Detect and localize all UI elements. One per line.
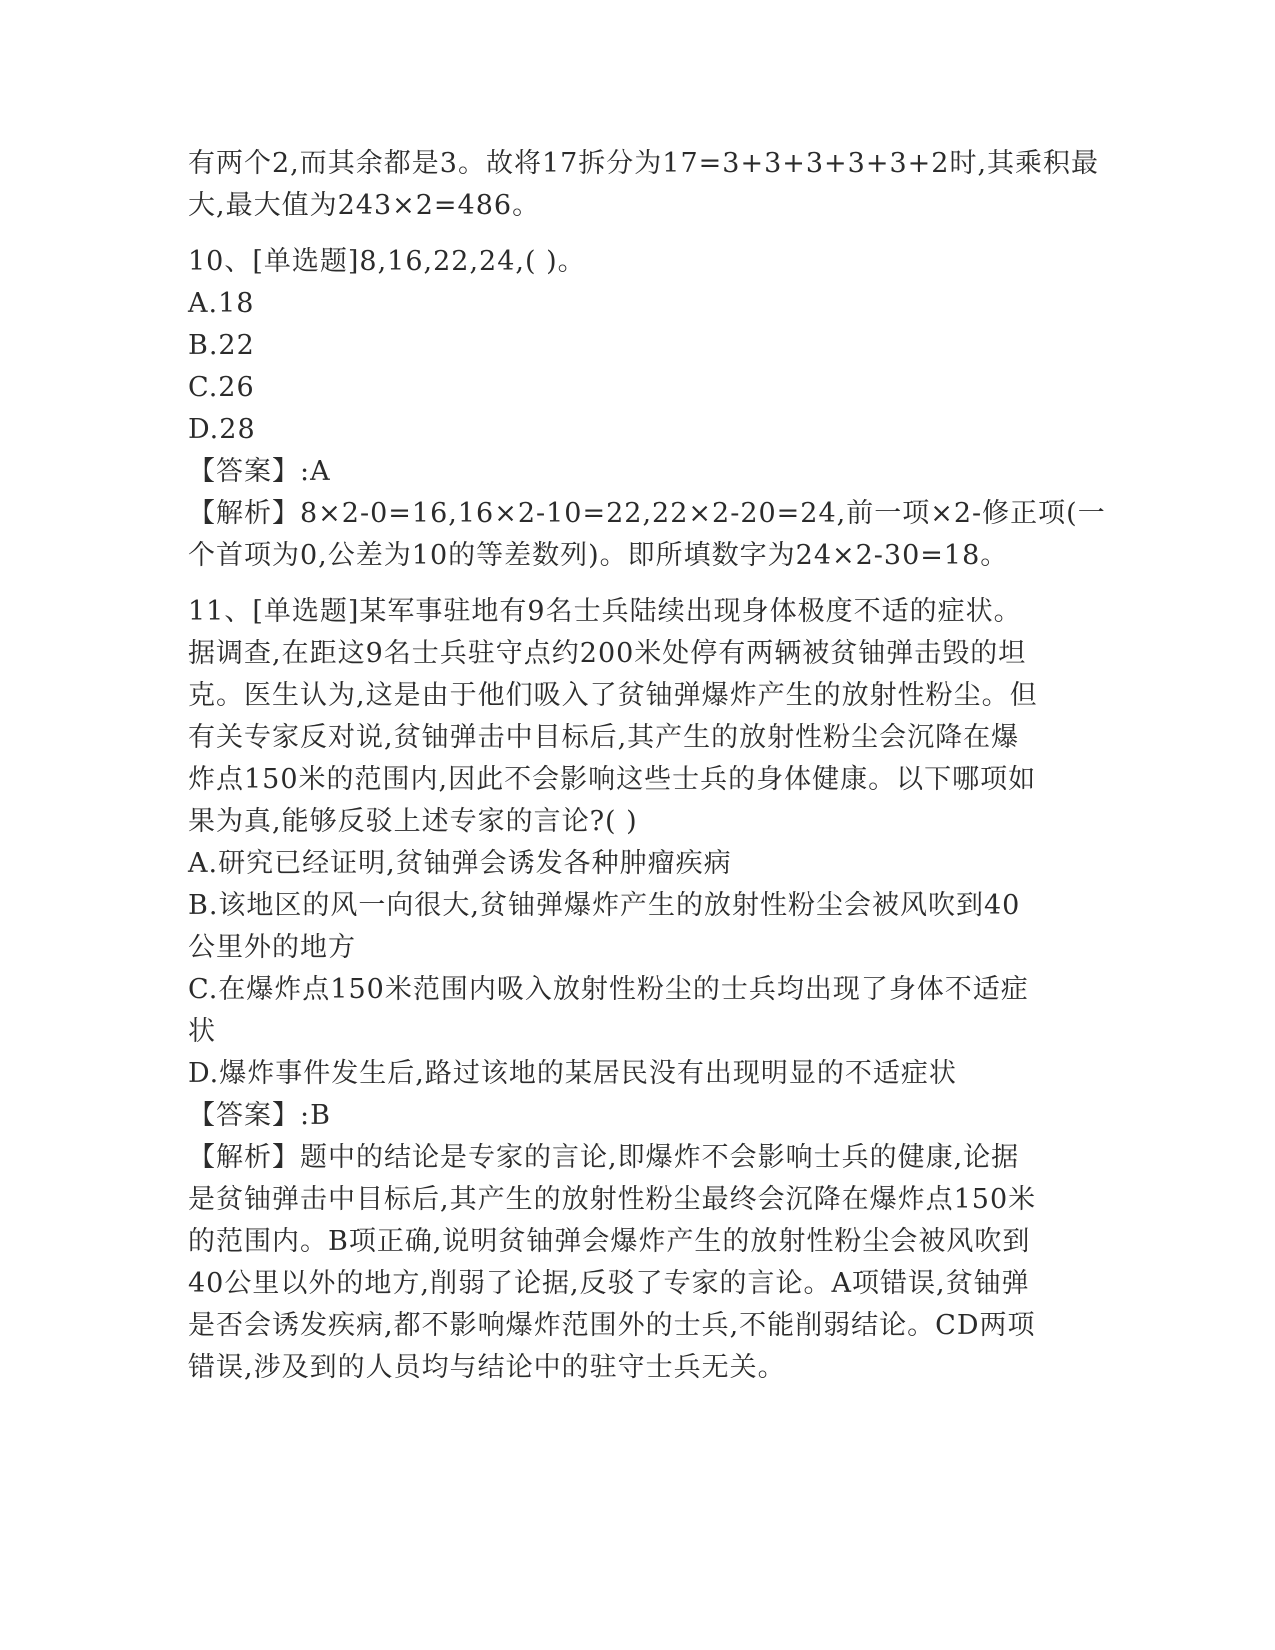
q10-option-d: D.28 bbox=[188, 414, 256, 445]
prev-explanation-line: 有两个2,而其余都是3。故将17拆分为17=3+3+3+3+3+2时,其乘积最 bbox=[188, 148, 1100, 179]
q10-analysis-label: 【解析】 bbox=[188, 498, 300, 529]
spacer bbox=[188, 227, 1088, 241]
q10-option-b: B.22 bbox=[188, 330, 255, 361]
q11-stem-line: 果为真,能够反驳上述专家的言论?( ) bbox=[188, 806, 638, 837]
q11-analysis-line: 是贫铀弹击中目标后,其产生的放射性粉尘最终会沉降在爆炸点150米 bbox=[188, 1184, 1037, 1215]
q11-stem-line: 炸点150米的范围内,因此不会影响这些士兵的身体健康。以下哪项如 bbox=[188, 764, 1037, 795]
q10-answer-label: 【答案】 bbox=[188, 456, 300, 487]
q11-option-c-cont: 状 bbox=[188, 1016, 216, 1047]
q11-answer bbox=[188, 1095, 1088, 1137]
q10-answer bbox=[188, 451, 1088, 493]
q10-answer-value: :A bbox=[300, 456, 331, 487]
q11-analysis-line: 的范围内。B项正确,说明贫铀弹会爆炸产生的放射性粉尘会被风吹到 bbox=[188, 1226, 1031, 1257]
q11-stem-line: 11、[单选题]某军事驻地有9名士兵陆续出现身体极度不适的症状。 bbox=[188, 596, 1022, 627]
q10-analysis-text: 8×2-0=16,16×2-10=22,22×2-20=24,前一项×2-修正项(一 bbox=[300, 498, 1106, 529]
q11-stem-line: 克。医生认为,这是由于他们吸入了贫铀弹爆炸产生的放射性粉尘。但 bbox=[188, 680, 1038, 711]
q10-analysis-line: 个首项为0,公差为10的等差数列)。即所填数字为24×2-30=18。 bbox=[188, 540, 1009, 571]
q11-stem-line: 据调查,在距这9名士兵驻守点约200米处停有两辆被贫铀弹击毁的坦 bbox=[188, 638, 1027, 669]
q11-stem-line: 有关专家反对说,贫铀弹击中目标后,其产生的放射性粉尘会沉降在爆 bbox=[188, 722, 1020, 753]
q11-option-b: B.该地区的风一向很大,贫铀弹爆炸产生的放射性粉尘会被风吹到40 bbox=[188, 890, 1021, 921]
q11-analysis-line bbox=[188, 1137, 1088, 1179]
q11-analysis-line: 是否会诱发疾病,都不影响爆炸范围外的士兵,不能削弱结论。CD两项 bbox=[188, 1310, 1036, 1341]
q11-answer-value: :B bbox=[300, 1100, 331, 1131]
q11-analysis-text: 题中的结论是专家的言论,即爆炸不会影响士兵的健康,论据 bbox=[300, 1142, 1020, 1173]
q10-option-a: A.18 bbox=[188, 288, 255, 319]
q11-option-d: D.爆炸事件发生后,路过该地的某居民没有出现明显的不适症状 bbox=[188, 1058, 957, 1089]
q11-option-c: C.在爆炸点150米范围内吸入放射性粉尘的士兵均出现了身体不适症 bbox=[188, 974, 1029, 1005]
spacer bbox=[188, 577, 1088, 591]
q11-answer-label: 【答案】 bbox=[188, 1100, 300, 1131]
q11-analysis-line: 错误,涉及到的人员均与结论中的驻守士兵无关。 bbox=[188, 1352, 786, 1383]
q10-analysis-line bbox=[188, 493, 1106, 535]
q11-option-b-cont: 公里外的地方 bbox=[188, 932, 356, 963]
q10-stem: 10、[单选题]8,16,22,24,( )。 bbox=[188, 246, 586, 277]
q10-option-c: C.26 bbox=[188, 372, 255, 403]
prev-explanation-line: 大,最大值为243×2=486。 bbox=[188, 190, 541, 221]
q11-option-a: A.研究已经证明,贫铀弹会诱发各种肿瘤疾病 bbox=[188, 848, 732, 879]
q11-analysis-line: 40公里以外的地方,削弱了论据,反驳了专家的言论。A项错误,贫铀弹 bbox=[188, 1268, 1030, 1299]
q11-analysis-label: 【解析】 bbox=[188, 1142, 300, 1173]
document-content bbox=[188, 143, 1106, 1389]
